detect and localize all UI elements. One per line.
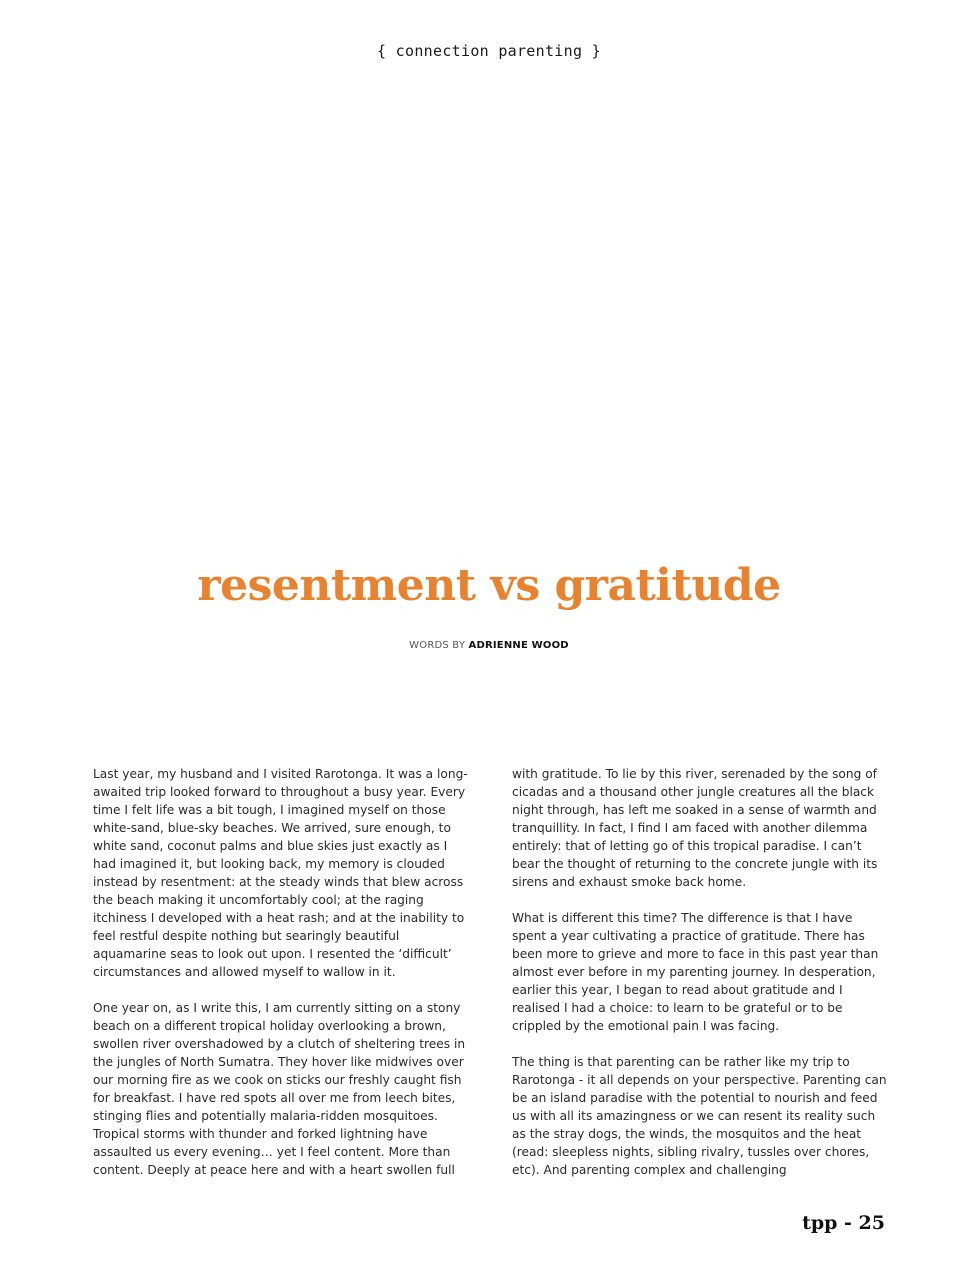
byline (0, 640, 978, 651)
page-number: tpp - 25 (802, 1212, 885, 1234)
byline-author: ADRIENNE WOOD (468, 640, 569, 651)
body-paragraph: One year on, as I write this, I am currently sitting on a stony beach on a different tropical holiday overlooking a brown, swollen river overshadowed by a clutch of sheltering trees in the jungles of North Sumatra. They hover like midwives over our morning fire as we cook on sticks our freshly caught fish for breakfast. I have red spots all over me from leech bites, stinging flies and potentially malaria-ridden mosquitoes. Tropical storms with thunder and forked lightning have assaulted us every evening… yet I feel content. More than content. Deeply at peace here and with a heart swollen full (93, 1001, 466, 1177)
article-title: resentment vs gratitude (197, 560, 781, 611)
body-paragraph: The thing is that parenting can be rather like my trip to Rarotonga - it all depends on your perspective. Parenting can be an island paradise with the potential to nourish and feed us with all its amazingness or we can resent its reality such as the stray dogs, the winds, the mosquitos and the heat (read: sleepless nights, sibling rivalry, tussles over chores, etc). And parenting complex and challenging (512, 1055, 887, 1177)
body-column-left (93, 765, 469, 1197)
section-tag: { connection parenting } (377, 42, 601, 60)
body-paragraph: Last year, my husband and I visited Rarotonga. It was a long-awaited trip looked forward to throughout a busy year. Every time I felt life was a bit tough, I imagined myself on those white-sand, blue-sky beaches. We arrived, sure enough, to white sand, coconut palms and blue skies just exactly as I had imagined it, but looking back, my memory is clouded instead by resentment: at the steady winds that blew across the beach making it uncomfortably cool; at the raging itchiness I developed with a heat rash; and at the inability to feel restful despite nothing but searingly beautiful aquamarine seas to look out upon. I resented the ‘difficult’ circumstances and allowed myself to wallow in it. (93, 767, 468, 979)
body-paragraph: with gratitude. To lie by this river, serenaded by the song of cicadas and a thousand other jungle creatures all the black night through, has left me soaked in a sense of warmth and tranquillity. In fact, I find I am faced with another dilemma entirely: that of letting go of this tropical paradise. I can’t bear the thought of returning to the concrete jungle with its sirens and exhaust smoke back home. (512, 767, 878, 889)
byline-prefix: WORDS BY (409, 640, 466, 651)
body-paragraph: What is different this time? The difference is that I have spent a year cultivating a practice of gratitude. There has been more to grieve and more to face in this past year than almost ever before in my parenting journey. In desperation, earlier this year, I began to read about gratitude and I realised I had a choice: to learn to be grateful or to be crippled by the emotional pain I was facing. (512, 911, 879, 1033)
body-column-right (512, 765, 888, 1197)
